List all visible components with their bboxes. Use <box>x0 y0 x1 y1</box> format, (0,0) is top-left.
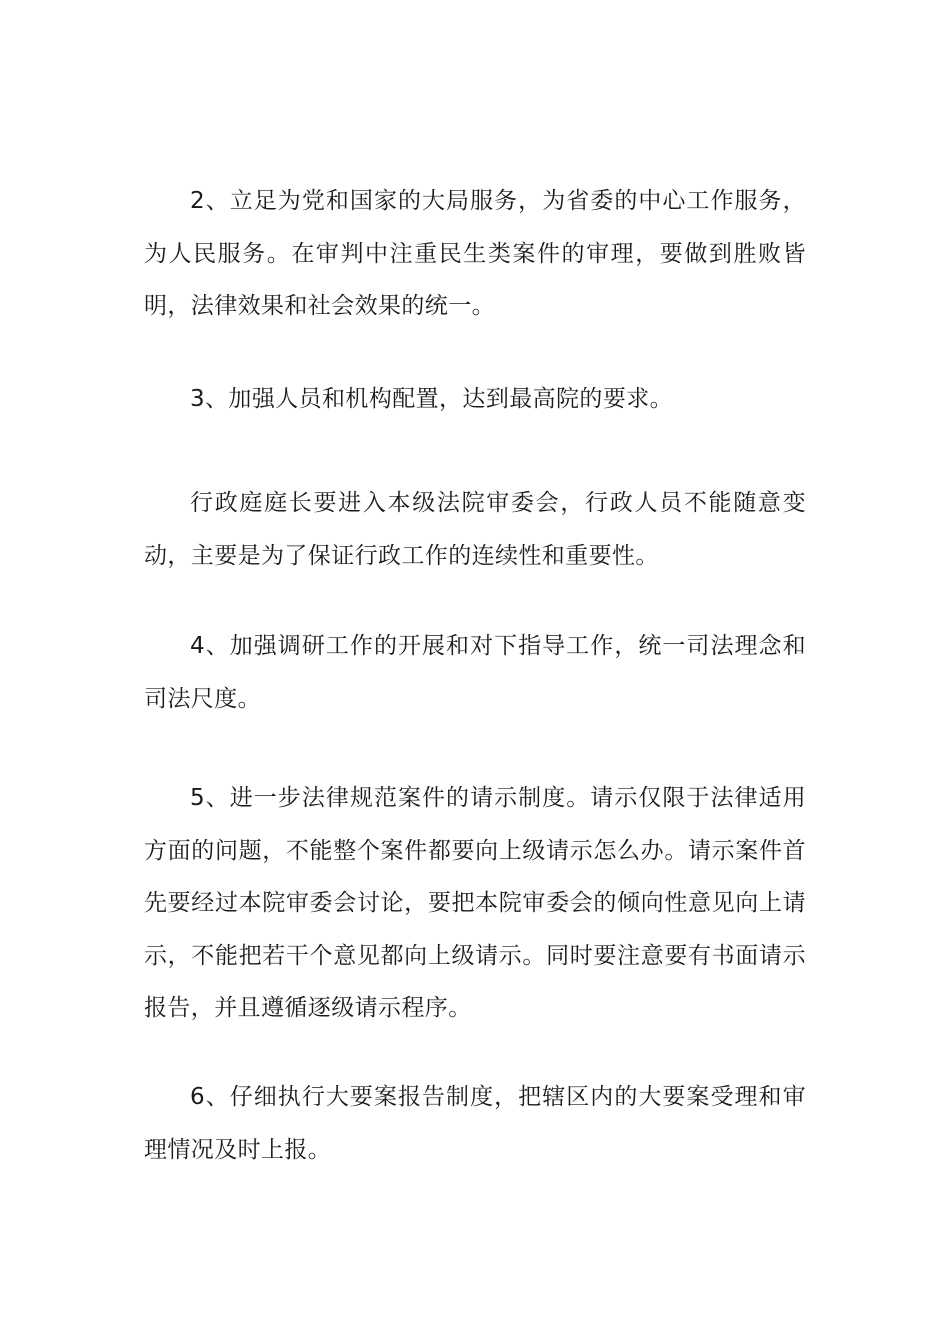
paragraph-item-5: 5、进一步法律规范案件的请示制度。请示仅限于法律适用方面的问题，不能整个案件都要向上级请示怎么办。请示案件首先要经过本院审委会讨论，要把本院审委会的倾向性意见向上请示，不能把若干个意见都向上级请示。同时要注意要有书面请示报告，并且遵循逐级请示程序。 <box>144 785 806 1022</box>
paragraph-item-4: 4、加强调研工作的开展和对下指导工作，统一司法理念和司法尺度。 <box>144 633 806 712</box>
paragraph-item-6: 6、仔细执行大要案报告制度，把辖区内的大要案受理和审理情况及时上报。 <box>144 1084 806 1163</box>
paragraph-item-3: 3、加强人员和机构配置，达到最高院的要求。 <box>190 386 674 412</box>
paragraph-admin-court-head: 行政庭庭长要进入本级法院审委会，行政人员不能随意变动，主要是为了保证行政工作的连续性和重要性。 <box>144 490 806 569</box>
paragraph-item-2: 2、立足为党和国家的大局服务，为省委的中心工作服务，为人民服务。在审判中注重民生类案件的审理，要做到胜败皆明，法律效果和社会效果的统一。 <box>144 188 806 320</box>
